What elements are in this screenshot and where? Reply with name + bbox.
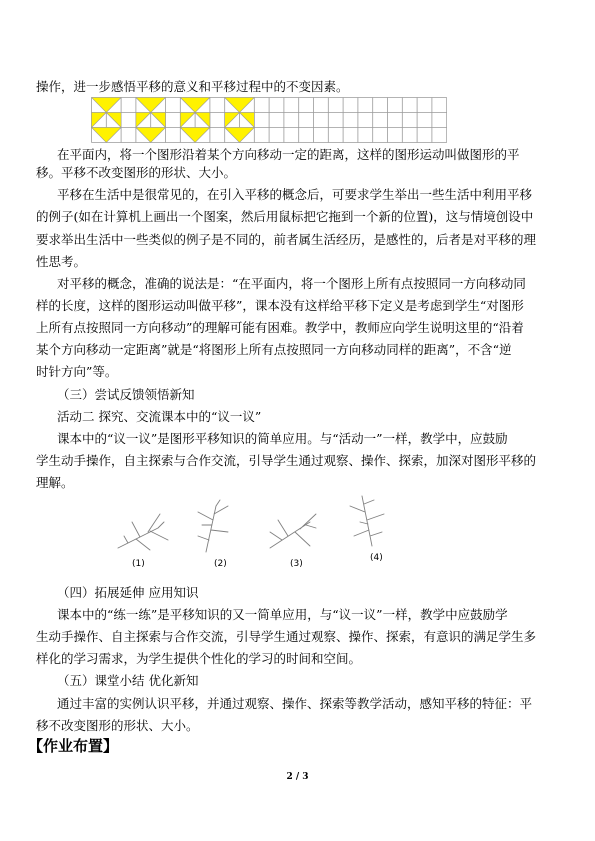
tree-label-4: (4) — [370, 553, 383, 563]
section-heading-4: （四）拓展延伸 应用知识 — [57, 585, 199, 600]
tree-figure-2 — [198, 500, 228, 552]
tree-figure-1 — [118, 514, 168, 550]
intro-line: 操作，进一步感悟平移的意义和平移过程中的不变因素。 — [36, 79, 349, 94]
yellow-triangle — [151, 113, 166, 128]
activity-2-heading: 活动二 探究、交流课本中的“议一议” — [57, 409, 262, 424]
yellow-triangle — [225, 113, 240, 128]
section-heading-5: （五）课堂小结 优化新知 — [57, 673, 199, 688]
tree-label-2: (2) — [214, 559, 227, 569]
homework-title: 【作业布置】 — [28, 737, 119, 755]
page-number: 2 / 3 — [286, 772, 309, 782]
yellow-triangle — [136, 98, 166, 113]
yellow-triangle — [92, 113, 107, 128]
tree-branch-figures — [110, 492, 390, 572]
yellow-triangle — [195, 113, 210, 128]
yellow-triangle — [180, 128, 210, 143]
tree-figure-4 — [350, 496, 384, 546]
yellow-triangle — [106, 113, 121, 128]
yellow-triangle — [240, 113, 255, 128]
yellow-triangle — [180, 98, 210, 113]
tree-figure-3 — [270, 514, 316, 548]
section-heading-3: （三）尝试反馈领悟新知 — [57, 387, 195, 402]
yellow-triangle — [92, 98, 122, 113]
tree-label-3: (3) — [290, 559, 303, 569]
translation-grid-figure — [91, 97, 447, 143]
yellow-triangle — [136, 128, 166, 143]
yellow-triangle — [136, 113, 151, 128]
tree-label-1: (1) — [132, 559, 145, 569]
yellow-triangle — [180, 113, 195, 128]
yellow-triangle — [92, 128, 122, 143]
yellow-triangle — [225, 98, 255, 113]
yellow-triangle — [225, 128, 255, 143]
